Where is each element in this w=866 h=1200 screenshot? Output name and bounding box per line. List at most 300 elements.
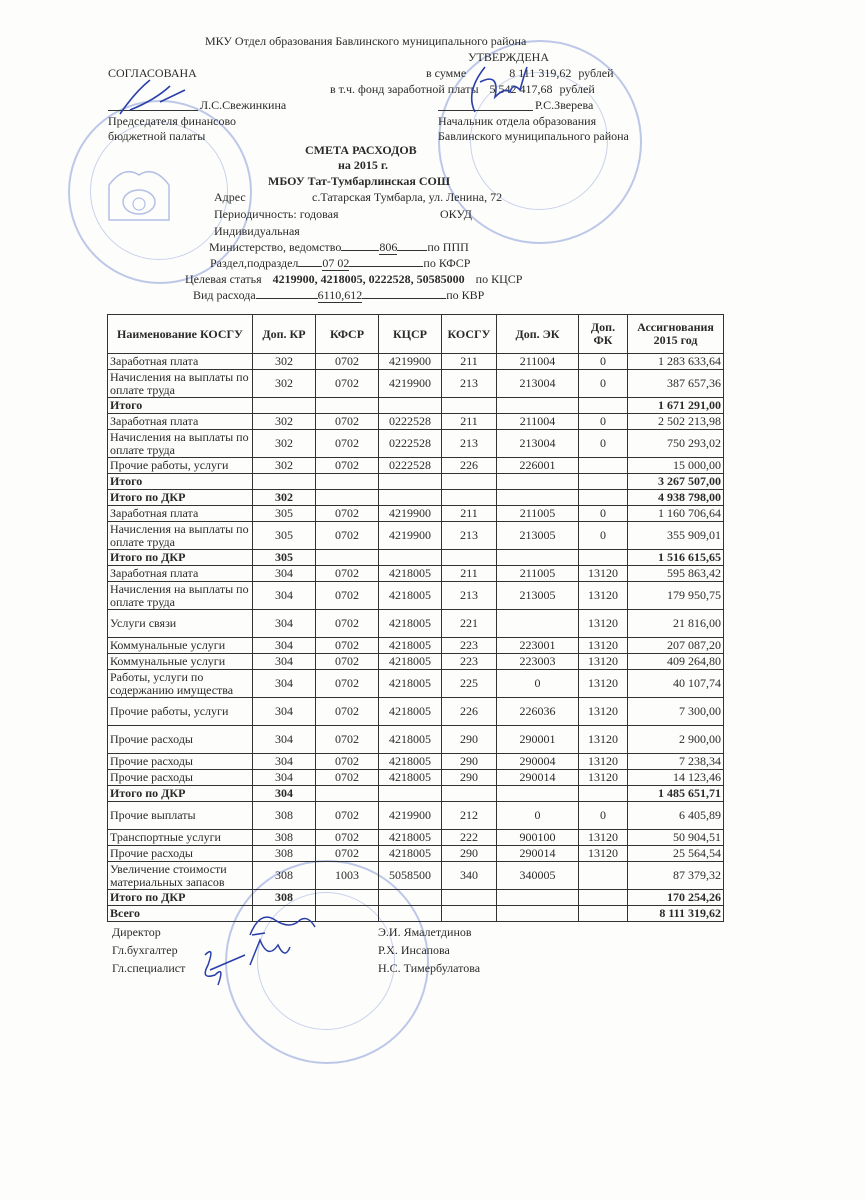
cell-fk: 13120 (579, 582, 628, 610)
cell-kr: 304 (253, 610, 316, 638)
cell-kfsr: 0702 (316, 414, 379, 430)
cell-name: Всего (108, 906, 253, 922)
cell-kcsr: 4218005 (379, 610, 442, 638)
cell-kcsr: 4218005 (379, 638, 442, 654)
periodicity: Периодичность: годовая (214, 207, 339, 221)
cell-ek: 223003 (497, 654, 579, 670)
cell-ek (497, 474, 579, 490)
cell-ek: 213005 (497, 522, 579, 550)
table-row (108, 698, 724, 726)
cell-kcsr: 4218005 (379, 582, 442, 610)
cell-fk: 0 (579, 522, 628, 550)
table-row (108, 670, 724, 698)
cell-name: Заработная плата (108, 414, 253, 430)
cell-fk: 13120 (579, 638, 628, 654)
cell-amount: 179 950,75 (628, 582, 724, 610)
table-row (108, 638, 724, 654)
cell-ek: 340005 (497, 862, 579, 890)
cell-fk: 13120 (579, 846, 628, 862)
table-row (108, 654, 724, 670)
target-value: 4219900, 4218005, 0222528, 50585000 (272, 272, 465, 286)
cell-ek (497, 610, 579, 638)
cell-kr: 308 (253, 830, 316, 846)
cell-kfsr: 0702 (316, 638, 379, 654)
table-row (108, 890, 724, 906)
cell-amount: 8 111 319,62 (628, 906, 724, 922)
cell-kosgu: 290 (442, 770, 497, 786)
cell-kfsr: 0702 (316, 726, 379, 754)
cell-fk (579, 550, 628, 566)
cell-amount: 6 405,89 (628, 802, 724, 830)
cell-kr: 305 (253, 506, 316, 522)
table-row (108, 610, 724, 638)
cell-kcsr: 4218005 (379, 670, 442, 698)
ministry-value: 806 (379, 240, 398, 254)
cell-name: Начисления на выплаты по оплате труда (108, 430, 253, 458)
cell-kosgu (442, 786, 497, 802)
table-row (108, 566, 724, 582)
cell-kosgu (442, 906, 497, 922)
table-row (108, 398, 724, 414)
cell-kr (253, 398, 316, 414)
cell-kcsr (379, 398, 442, 414)
table-row (108, 522, 724, 550)
cell-kosgu: 290 (442, 846, 497, 862)
cell-ek (497, 398, 579, 414)
cell-amount: 14 123,46 (628, 770, 724, 786)
cell-amount: 15 000,00 (628, 458, 724, 474)
cell-kfsr: 0702 (316, 430, 379, 458)
cell-kfsr: 0702 (316, 770, 379, 786)
cell-kosgu (442, 890, 497, 906)
col-header-kosgu: КОСГУ (442, 315, 497, 354)
cell-kcsr: 4218005 (379, 654, 442, 670)
cell-kosgu: 225 (442, 670, 497, 698)
table-row (108, 430, 724, 458)
col-header-kr: Доп. КР (253, 315, 316, 354)
table-row (108, 474, 724, 490)
expense-label: Вид расхода (193, 288, 256, 302)
table-row (108, 830, 724, 846)
sum-label: в сумме (426, 66, 467, 80)
cell-kfsr: 0702 (316, 754, 379, 770)
cell-kcsr: 4218005 (379, 846, 442, 862)
cell-kr: 304 (253, 654, 316, 670)
cell-kosgu (442, 474, 497, 490)
cell-kr: 304 (253, 726, 316, 754)
coat-of-arms-icon (104, 160, 174, 230)
cell-kcsr: 4219900 (379, 522, 442, 550)
cell-kcsr: 0222528 (379, 430, 442, 458)
table-row (108, 786, 724, 802)
left-signature (110, 72, 210, 117)
approval-left-position-1: Председателя финансово (108, 114, 237, 128)
cell-kcsr: 4218005 (379, 754, 442, 770)
table-row (108, 458, 724, 474)
individual-label: Индивидуальная (214, 224, 300, 238)
cell-kosgu (442, 550, 497, 566)
col-header-name: Наименование КОСГУ (108, 315, 253, 354)
cell-kr: 304 (253, 698, 316, 726)
cell-kfsr: 0702 (316, 566, 379, 582)
cell-name: Заработная плата (108, 566, 253, 582)
cell-kosgu: 211 (442, 414, 497, 430)
cell-kosgu: 221 (442, 610, 497, 638)
document-year: на 2015 г. (338, 158, 389, 172)
cell-fk (579, 890, 628, 906)
cell-amount: 2 502 213,98 (628, 414, 724, 430)
cell-fk (579, 906, 628, 922)
col-header-kcsr: КЦСР (379, 315, 442, 354)
sum-value: 8 111 319,62 (509, 66, 572, 80)
cell-name: Прочие работы, услуги (108, 458, 253, 474)
cell-amount: 7 238,34 (628, 754, 724, 770)
cell-name: Прочие расходы (108, 754, 253, 770)
expense-suffix: по КВР (446, 288, 485, 302)
cell-kosgu (442, 398, 497, 414)
cell-amount: 1 283 633,64 (628, 354, 724, 370)
cell-kosgu (442, 490, 497, 506)
cell-amount: 7 300,00 (628, 698, 724, 726)
cell-ek: 213005 (497, 582, 579, 610)
cell-ek: 290014 (497, 846, 579, 862)
cell-kcsr (379, 550, 442, 566)
cell-name: Прочие расходы (108, 846, 253, 862)
col-header-amount: Ассигнования 2015 год (628, 315, 724, 354)
cell-kcsr: 4219900 (379, 370, 442, 398)
signature-role-specialist: Гл.специалист (112, 961, 186, 975)
cell-fk: 0 (579, 506, 628, 522)
cell-kcsr: 0222528 (379, 458, 442, 474)
cell-kfsr: 0702 (316, 582, 379, 610)
document-title: СМЕТА РАСХОДОВ (305, 143, 417, 157)
approval-right-position-2: Бавлинского муниципального района (438, 129, 629, 143)
approval-right-title: УТВЕРЖДЕНА (468, 50, 550, 64)
cell-amount: 25 564,54 (628, 846, 724, 862)
cell-kfsr (316, 474, 379, 490)
cell-kfsr: 0702 (316, 522, 379, 550)
wage-value: 5 542 417,68 (489, 82, 553, 96)
cell-kosgu: 213 (442, 370, 497, 398)
expense-estimate-table (107, 314, 724, 922)
cell-kosgu: 213 (442, 522, 497, 550)
cell-amount: 1 671 291,00 (628, 398, 724, 414)
cell-kr: 302 (253, 430, 316, 458)
cell-kcsr: 4218005 (379, 830, 442, 846)
cell-ek (497, 906, 579, 922)
cell-fk (579, 398, 628, 414)
cell-kr: 304 (253, 670, 316, 698)
signature-role-director: Директор (112, 925, 161, 939)
cell-kosgu: 222 (442, 830, 497, 846)
cell-amount: 1 485 651,71 (628, 786, 724, 802)
organization-header: МКУ Отдел образования Бавлинского муниципального района (205, 34, 527, 48)
cell-kr: 305 (253, 522, 316, 550)
cell-kfsr: 0702 (316, 802, 379, 830)
cell-name: Итого по ДКР (108, 550, 253, 566)
table-row (108, 846, 724, 862)
cell-ek: 226001 (497, 458, 579, 474)
signature-name-accountant: Р.Х. Инсапова (378, 943, 450, 957)
cell-kosgu: 211 (442, 506, 497, 522)
cell-kr: 308 (253, 862, 316, 890)
cell-fk: 0 (579, 802, 628, 830)
cell-kr: 304 (253, 786, 316, 802)
signature-role-accountant: Гл.бухгалтер (112, 943, 178, 957)
cell-name: Итого (108, 398, 253, 414)
cell-name: Коммунальные услуги (108, 654, 253, 670)
section-label: Раздел,подраздел (210, 256, 299, 270)
cell-kcsr (379, 786, 442, 802)
cell-kosgu: 226 (442, 698, 497, 726)
cell-fk: 13120 (579, 670, 628, 698)
cell-kosgu: 223 (442, 638, 497, 654)
expense-line (193, 288, 484, 302)
cell-kosgu: 213 (442, 430, 497, 458)
cell-ek: 290001 (497, 726, 579, 754)
cell-kfsr (316, 398, 379, 414)
cell-fk (579, 458, 628, 474)
cell-kr: 302 (253, 458, 316, 474)
cell-fk: 13120 (579, 610, 628, 638)
table-header-row (108, 315, 724, 354)
cell-fk (579, 474, 628, 490)
cell-kosgu: 211 (442, 566, 497, 582)
cell-kfsr: 0702 (316, 370, 379, 398)
sum-unit: рублей (578, 66, 614, 80)
ministry-suffix: по ППП (427, 240, 469, 254)
cell-kcsr (379, 474, 442, 490)
cell-kcsr (379, 490, 442, 506)
cell-amount: 40 107,74 (628, 670, 724, 698)
cell-kosgu: 212 (442, 802, 497, 830)
cell-kfsr: 0702 (316, 458, 379, 474)
cell-fk: 0 (579, 414, 628, 430)
cell-kr: 308 (253, 890, 316, 906)
cell-amount: 387 657,36 (628, 370, 724, 398)
cell-amount: 3 267 507,00 (628, 474, 724, 490)
cell-name: Прочие выплаты (108, 802, 253, 830)
cell-kcsr (379, 906, 442, 922)
cell-kfsr (316, 550, 379, 566)
table-row (108, 582, 724, 610)
cell-kfsr (316, 890, 379, 906)
cell-ek: 211004 (497, 354, 579, 370)
cell-name: Заработная плата (108, 506, 253, 522)
cell-amount: 87 379,32 (628, 862, 724, 890)
target-label: Целевая статья (185, 272, 262, 286)
cell-kcsr (379, 890, 442, 906)
signature-name-director: Э.И. Ямалетдинов (378, 925, 472, 939)
cell-kcsr: 4218005 (379, 566, 442, 582)
cell-kcsr: 5058500 (379, 862, 442, 890)
signature-name-specialist: Н.С. Тимербулатова (378, 961, 481, 975)
cell-fk: 13120 (579, 770, 628, 786)
cell-name: Увеличение стоимости материальных запасов (108, 862, 253, 890)
cell-name: Итого (108, 474, 253, 490)
target-suffix: по КЦСР (475, 272, 523, 286)
cell-kfsr (316, 786, 379, 802)
cell-name: Итого по ДКР (108, 490, 253, 506)
table-row (108, 802, 724, 830)
col-header-kfsr: КФСР (316, 315, 379, 354)
cell-amount: 4 938 798,00 (628, 490, 724, 506)
cell-ek (497, 490, 579, 506)
cell-kosgu: 340 (442, 862, 497, 890)
cell-kfsr: 0702 (316, 506, 379, 522)
cell-kr: 308 (253, 846, 316, 862)
table-row (108, 354, 724, 370)
cell-amount: 50 904,51 (628, 830, 724, 846)
cell-ek (497, 550, 579, 566)
approval-left-signer: Л.С.Свежинкина (200, 98, 287, 112)
table-row (108, 862, 724, 890)
cell-kosgu: 211 (442, 354, 497, 370)
cell-kfsr (316, 490, 379, 506)
cell-ek: 226036 (497, 698, 579, 726)
cell-kcsr: 4218005 (379, 726, 442, 754)
cell-fk: 13120 (579, 654, 628, 670)
cell-ek: 0 (497, 670, 579, 698)
cell-amount: 1 160 706,64 (628, 506, 724, 522)
cell-kr (253, 474, 316, 490)
col-header-ek: Доп. ЭК (497, 315, 579, 354)
col-header-fk: Доп. ФК (579, 315, 628, 354)
cell-ek (497, 786, 579, 802)
cell-name: Коммунальные услуги (108, 638, 253, 654)
cell-fk: 13120 (579, 726, 628, 754)
approval-left-title: СОГЛАСОВАНА (108, 66, 197, 80)
cell-amount: 207 087,20 (628, 638, 724, 654)
expense-value: 6110,612 (317, 288, 363, 302)
cell-kfsr: 0702 (316, 846, 379, 862)
table-row (108, 490, 724, 506)
approval-right-position-1: Начальник отдела образования (438, 114, 597, 128)
cell-kcsr: 4219900 (379, 506, 442, 522)
cell-kfsr: 0702 (316, 354, 379, 370)
cell-ek: 213004 (497, 430, 579, 458)
cell-fk: 13120 (579, 754, 628, 770)
cell-name: Начисления на выплаты по оплате труда (108, 522, 253, 550)
cell-kr: 304 (253, 582, 316, 610)
institution-name: МБОУ Тат-Тумбарлинская СОШ (268, 174, 451, 188)
address-value: с.Татарская Тумбарла, ул. Ленина, 72 (312, 190, 503, 204)
cell-ek: 900100 (497, 830, 579, 846)
cell-fk: 13120 (579, 698, 628, 726)
cell-kfsr: 0702 (316, 670, 379, 698)
cell-amount: 2 900,00 (628, 726, 724, 754)
cell-kr: 308 (253, 802, 316, 830)
cell-fk (579, 490, 628, 506)
cell-kcsr: 4219900 (379, 354, 442, 370)
cell-name: Итого по ДКР (108, 890, 253, 906)
section-line (210, 256, 470, 270)
cell-kr: 304 (253, 770, 316, 786)
okud-label: ОКУД (440, 207, 472, 221)
cell-kfsr: 0702 (316, 610, 379, 638)
table-row (108, 726, 724, 754)
cell-kr: 302 (253, 490, 316, 506)
cell-fk (579, 862, 628, 890)
cell-ek: 290014 (497, 770, 579, 786)
cell-kfsr: 0702 (316, 698, 379, 726)
cell-kr: 302 (253, 414, 316, 430)
cell-kr: 302 (253, 370, 316, 398)
right-signature (455, 62, 535, 117)
cell-kosgu: 290 (442, 754, 497, 770)
cell-name: Прочие расходы (108, 770, 253, 786)
table-row (108, 754, 724, 770)
cell-kr: 304 (253, 638, 316, 654)
wage-unit: рублей (559, 82, 595, 96)
cell-kfsr: 0702 (316, 654, 379, 670)
cell-kr: 305 (253, 550, 316, 566)
table-row (108, 506, 724, 522)
cell-ek: 211004 (497, 414, 579, 430)
ministry-line (209, 240, 469, 254)
table-row (108, 414, 724, 430)
cell-kcsr: 4218005 (379, 698, 442, 726)
cell-kr: 304 (253, 566, 316, 582)
cell-kosgu: 223 (442, 654, 497, 670)
cell-ek: 290004 (497, 754, 579, 770)
cell-name: Итого по ДКР (108, 786, 253, 802)
cell-name: Услуги связи (108, 610, 253, 638)
ministry-label: Министерство, ведомство (209, 240, 342, 254)
cell-kcsr: 0222528 (379, 414, 442, 430)
cell-amount: 1 516 615,65 (628, 550, 724, 566)
approval-right-signer: Р.С.Зверева (535, 98, 594, 112)
table-row (108, 370, 724, 398)
cell-amount: 21 816,00 (628, 610, 724, 638)
approval-left-position-2: бюджетной палаты (108, 129, 206, 143)
section-value: 07 02 (322, 256, 350, 270)
cell-amount: 355 909,01 (628, 522, 724, 550)
cell-kr: 304 (253, 754, 316, 770)
cell-name: Начисления на выплаты по оплате труда (108, 370, 253, 398)
cell-name: Начисления на выплаты по оплате труда (108, 582, 253, 610)
cell-fk: 0 (579, 370, 628, 398)
cell-fk (579, 786, 628, 802)
cell-fk: 0 (579, 430, 628, 458)
bottom-signatures (190, 905, 320, 990)
cell-kr: 302 (253, 354, 316, 370)
cell-kfsr (316, 906, 379, 922)
cell-ek: 223001 (497, 638, 579, 654)
section-suffix: по КФСР (423, 256, 471, 270)
cell-kcsr: 4218005 (379, 770, 442, 786)
target-line (185, 272, 522, 286)
cell-ek: 0 (497, 802, 579, 830)
cell-ek: 211005 (497, 506, 579, 522)
cell-amount: 750 293,02 (628, 430, 724, 458)
cell-ek (497, 890, 579, 906)
cell-ek: 213004 (497, 370, 579, 398)
wage-label: в т.ч. фонд заработной платы (330, 82, 479, 96)
address-label: Адрес (214, 190, 246, 204)
cell-name: Транспортные услуги (108, 830, 253, 846)
cell-name: Заработная плата (108, 354, 253, 370)
cell-kosgu: 226 (442, 458, 497, 474)
table-row (108, 770, 724, 786)
cell-fk: 13120 (579, 566, 628, 582)
cell-fk: 13120 (579, 830, 628, 846)
cell-kosgu: 290 (442, 726, 497, 754)
cell-name: Прочие работы, услуги (108, 698, 253, 726)
cell-fk: 0 (579, 354, 628, 370)
cell-kfsr: 1003 (316, 862, 379, 890)
cell-kcsr: 4219900 (379, 802, 442, 830)
